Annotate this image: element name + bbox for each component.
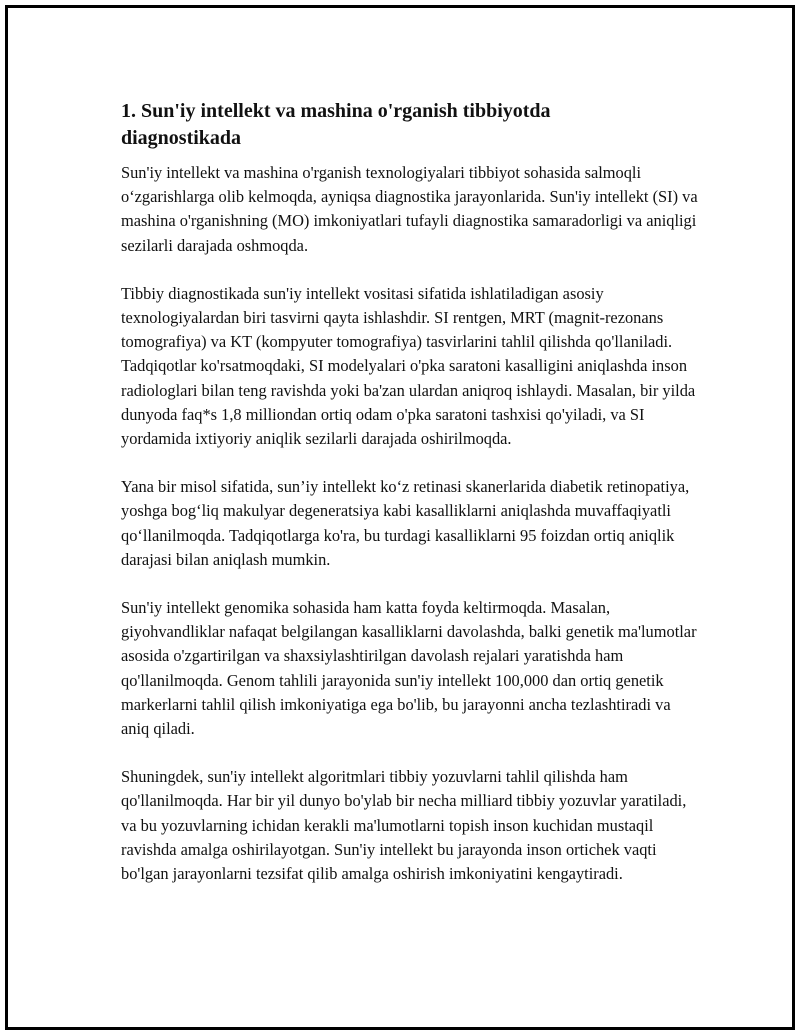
document-body [121, 98, 701, 910]
paragraph-intro: Sun'iy intellekt va mashina o'rganish texnologiyalari tibbiyot sohasida salmoqli o‘zgarishlarga olib kelmoqda, ayniqsa diagnostika jarayonlarida. Sun'iy intellekt (SI) va mashina o'rganishning (MO) imkoniyatlari tufayli diagnostika samaradorligi va aniqligi sezilarli darajada oshmoqda. [121, 163, 698, 255]
paragraph-retina: Yana bir misol sifatida, sun’iy intellekt ko‘z retinasi skanerlarida diabetik retinopatiya, yoshga bog‘liq makulyar degeneratsiya kabi kasalliklarni aniqlashda muvaffaqiyatli qo‘llanilmoqda. Tadqiqotlarga ko'ra, bu turdagi kasalliklarni 95 foizdan ortiq aniqlik darajasi bilan aniqlash mumkin. [121, 477, 690, 569]
section-heading: 1. Sun'iy intellekt va mashina o'rganish tibbiyotda diagnostikada [121, 100, 551, 149]
paragraph-imaging: Tibbiy diagnostikada sun'iy intellekt vositasi sifatida ishlatiladigan asosiy texnologiyalardan biri tasvirni qayta ishlashdir. SI rentgen, MRT (magnit-rezonans tomografiya) va KT (kompyuter tomografiya) tasvirlarini tahlil qilishda qo'llaniladi. Tadqiqotlar ko'rsatmoqdaki, SI modelyalari o'pka saratoni kasalligini aniqlashda inson radiologlari bilan teng ravishda yoki ba'zan ulardan aniqroq ishlaydi. Masalan, bir yilda dunyoda faq*s 1,8 milliondan ortiq odam o'pka saratoni tashxisi qo'yiladi, va SI yordamida ixtiyoriy aniqlik sezilarli darajada oshirilmoqda. [121, 283, 696, 449]
paragraph-genomics: Sun'iy intellekt genomika sohasida ham katta foyda keltirmoqda. Masalan, giyohvandliklar nafaqat belgilangan kasalliklarni davolashda, balki genetik ma'lumotlar asosida o'zgartirilgan va shaxsiylashtirilgan davolash rejalari yaratishda ham qo'llanilmoqda. Genom tahlili jarayonida sun'iy intellekt 100,000 dan ortiq genetik markerlarni tahlil qilish imkoniyatiga ega bo'lib, bu jarayonni ancha tezlashtiradi va aniq qiladi. [121, 598, 697, 739]
page-frame [5, 5, 795, 1030]
paragraph-records: Shuningdek, sun'iy intellekt algoritmlari tibbiy yozuvlarni tahlil qilishda ham qo'llanilmoqda. Har bir yil dunyo bo'ylab bir necha milliard tibbiy yozuvlar yaratiladi, va bu yozuvlarning ichidan kerakli ma'lumotlarni topish inson kuchidan mustaqil ravishda amalga oshirilayotgan. Sun'iy intellekt bu jarayonda inson ortichek vaqti bo'lgan jarayonlarni tezsifat qilib amalga oshirish imkoniyatini kengaytiradi. [121, 767, 687, 884]
